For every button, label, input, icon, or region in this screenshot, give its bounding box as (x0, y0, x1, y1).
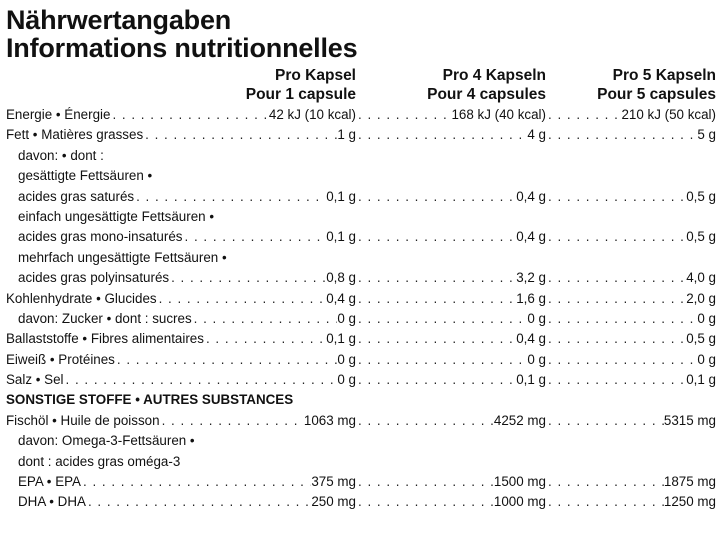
cell-value-per-4-capsules (356, 125, 546, 145)
cell-label-and-value-1 (6, 411, 356, 431)
row-label: acides gras mono-insaturés (18, 229, 183, 245)
value-per-4-capsules: 1500 mg (493, 474, 546, 490)
dot-leader (183, 227, 327, 247)
cell-value-per-5-capsules (546, 370, 716, 390)
table-row (6, 452, 716, 472)
cell-label-and-value-1 (6, 350, 356, 370)
table-row (6, 329, 716, 349)
value-per-1-capsule: 1063 mg (303, 412, 356, 428)
cell-value-per-5-capsules (546, 309, 716, 329)
dot-leader (546, 268, 686, 288)
column-header-line-de: Pro 5 Kapseln (612, 67, 716, 84)
row-label: Fett • Matières grasses (6, 127, 144, 143)
dot-leader (546, 492, 664, 512)
dot-leader (356, 350, 527, 370)
table-row (6, 248, 716, 268)
value-per-5-capsules: 0 g (697, 351, 716, 367)
table-row (6, 166, 716, 186)
cell-value-per-5-capsules (546, 187, 716, 207)
table-row (6, 207, 716, 227)
cell-value-per-4-capsules (356, 329, 546, 349)
dot-leader (110, 105, 268, 125)
cell-value-per-4-capsules (356, 187, 546, 207)
cell-value-per-4-capsules (356, 411, 546, 431)
nutrition-table (6, 105, 716, 513)
dot-leader (546, 309, 697, 329)
value-per-4-capsules: 0 g (527, 310, 546, 326)
value-per-5-capsules: 4,0 g (686, 270, 716, 286)
title-german: Nährwertangaben (6, 5, 232, 35)
cell-value-per-4-capsules (356, 309, 546, 329)
dot-leader (86, 492, 311, 512)
dot-leader (356, 289, 516, 309)
cell-value-per-4-capsules (356, 289, 546, 309)
dot-leader (356, 227, 516, 247)
cell-label-and-value-1 (6, 309, 356, 329)
cell-value-per-5-capsules (546, 492, 716, 512)
value-per-5-capsules: 5315 mg (663, 412, 716, 428)
dot-leader (546, 105, 621, 125)
value-per-1-capsule: 0 g (337, 351, 356, 367)
value-per-4-capsules: 1000 mg (493, 494, 546, 510)
cell-value-per-5-capsules (546, 472, 716, 492)
table-row (6, 146, 716, 166)
dot-leader (356, 125, 527, 145)
value-per-5-capsules: 210 kJ (50 kcal) (621, 107, 716, 122)
section-heading (6, 390, 716, 410)
cell-value-per-5-capsules (546, 105, 716, 125)
value-per-5-capsules: 5 g (697, 127, 716, 143)
dot-leader (356, 309, 527, 329)
cell-label-and-value-1 (6, 187, 356, 207)
table-row (6, 268, 716, 288)
dot-leader (160, 411, 304, 431)
dot-leader (204, 329, 326, 349)
value-per-5-capsules: 2,0 g (686, 290, 716, 306)
value-per-1-capsule: 1 g (337, 127, 356, 143)
dot-leader (169, 268, 326, 288)
dot-leader (546, 187, 686, 207)
value-per-4-capsules: 0,4 g (516, 188, 546, 204)
dot-leader (134, 187, 326, 207)
table-row (6, 289, 716, 309)
dot-leader (64, 370, 338, 390)
cell-label-and-value-1 (6, 492, 356, 512)
value-per-5-capsules: 1875 mg (663, 474, 716, 490)
value-per-1-capsule: 375 mg (311, 474, 356, 490)
row-label: einfach ungesättigte Fettsäuren • (18, 208, 215, 224)
row-label: EPA • EPA (18, 474, 81, 490)
title-french: Informations nutritionnelles (6, 33, 358, 63)
cell-label-and-value-1 (6, 329, 356, 349)
table-row (6, 370, 716, 390)
table-row (6, 309, 716, 329)
dot-leader (546, 227, 686, 247)
row-label: DHA • DHA (18, 494, 86, 510)
table-row (6, 350, 716, 370)
dot-leader (356, 329, 516, 349)
dot-leader (546, 329, 686, 349)
value-per-4-capsules: 4252 mg (493, 412, 546, 428)
column-header-line-fr: Pour 4 capsules (427, 86, 546, 103)
cell-label-and-value-1 (6, 452, 356, 472)
dot-leader (115, 350, 337, 370)
cell-label-and-value-1 (6, 390, 356, 410)
dot-leader (546, 350, 697, 370)
value-per-1-capsule: 0,4 g (326, 290, 356, 306)
value-per-1-capsule: 0,1 g (326, 188, 356, 204)
cell-value-per-4-capsules (356, 492, 546, 512)
dot-leader (546, 370, 686, 390)
value-per-4-capsules: 3,2 g (516, 270, 546, 286)
dot-leader (546, 125, 697, 145)
row-label: Eiweiß • Protéines (6, 351, 115, 367)
table-row (6, 492, 716, 512)
row-label: gesättigte Fettsäuren • (18, 168, 153, 184)
dot-leader (192, 309, 338, 329)
cell-value-per-5-capsules (546, 350, 716, 370)
row-label: davon: Zucker • dont : sucres (18, 310, 192, 326)
cell-value-per-5-capsules (546, 125, 716, 145)
value-per-1-capsule: 0 g (337, 372, 356, 388)
row-label: acides gras polyinsaturés (18, 270, 170, 286)
cell-label-and-value-1 (6, 105, 356, 125)
row-label: Energie • Énergie (6, 107, 111, 122)
dot-leader (356, 472, 494, 492)
value-per-1-capsule: 0,8 g (326, 270, 356, 286)
row-label: davon: • dont : (18, 147, 104, 163)
dot-leader (356, 268, 516, 288)
cell-label-and-value-1 (6, 125, 356, 145)
column-header-line-fr: Pour 1 capsule (245, 86, 356, 103)
table-row (6, 472, 716, 492)
cell-label-and-value-1 (6, 289, 356, 309)
cell-label-and-value-1 (6, 370, 356, 390)
cell-value-per-4-capsules (356, 105, 546, 125)
cell-value-per-5-capsules (546, 289, 716, 309)
dot-leader (356, 492, 494, 512)
row-label: dont : acides gras oméga-3 (18, 453, 181, 469)
row-label: Kohlenhydrate • Glucides (6, 290, 157, 306)
cell-value-per-4-capsules (356, 370, 546, 390)
dot-leader (81, 472, 311, 492)
value-per-4-capsules: 0,1 g (516, 372, 546, 388)
value-per-5-capsules: 0 g (697, 310, 716, 326)
row-label: davon: Omega-3-Fettsäuren • (18, 433, 195, 449)
value-per-1-capsule: 42 kJ (10 kcal) (268, 107, 356, 122)
cell-label-and-value-1 (6, 268, 356, 288)
table-row (6, 227, 716, 247)
dot-leader (356, 370, 516, 390)
dot-leader (546, 411, 664, 431)
dot-leader (356, 105, 451, 125)
row-label: Salz • Sel (6, 372, 64, 388)
table-row (6, 125, 716, 145)
value-per-5-capsules: 0,5 g (686, 229, 716, 245)
value-per-1-capsule: 0,1 g (326, 229, 356, 245)
table-row (6, 431, 716, 451)
row-label: acides gras saturés (18, 188, 135, 204)
value-per-4-capsules: 1,6 g (516, 290, 546, 306)
value-per-5-capsules: 0,1 g (686, 372, 716, 388)
value-per-1-capsule: 0 g (337, 310, 356, 326)
cell-value-per-4-capsules (356, 350, 546, 370)
table-row (6, 187, 716, 207)
cell-value-per-4-capsules (356, 472, 546, 492)
value-per-5-capsules: 0,5 g (686, 188, 716, 204)
cell-label-and-value-1 (6, 166, 356, 186)
value-per-4-capsules: 0,4 g (516, 229, 546, 245)
cell-value-per-5-capsules (546, 268, 716, 288)
row-label: Ballaststoffe • Fibres alimentaires (6, 331, 204, 347)
cell-label-and-value-1 (6, 472, 356, 492)
value-per-4-capsules: 4 g (527, 127, 546, 143)
cell-value-per-4-capsules (356, 227, 546, 247)
table-row (6, 105, 716, 125)
cell-value-per-5-capsules (546, 329, 716, 349)
cell-label-and-value-1 (6, 146, 356, 166)
row-label: Fischöl • Huile de poisson (6, 412, 160, 428)
value-per-4-capsules: 0 g (527, 351, 546, 367)
column-header-line-de: Pro Kapsel (275, 67, 356, 84)
value-per-1-capsule: 0,1 g (326, 331, 356, 347)
dot-leader (546, 289, 686, 309)
dot-leader (356, 411, 494, 431)
dot-leader (143, 125, 337, 145)
row-label: SONSTIGE STOFFE • AUTRES SUBSTANCES (6, 392, 294, 408)
dot-leader (157, 289, 327, 309)
row-label: mehrfach ungesättigte Fettsäuren • (18, 249, 227, 265)
cell-label-and-value-1 (6, 227, 356, 247)
value-per-4-capsules: 0,4 g (516, 331, 546, 347)
cell-label-and-value-1 (6, 248, 356, 268)
column-header-line-de: Pro 4 Kapseln (442, 67, 546, 84)
table-row (6, 411, 716, 431)
dot-leader (546, 472, 664, 492)
cell-value-per-5-capsules (546, 227, 716, 247)
column-header-1-capsule (246, 66, 356, 104)
value-per-4-capsules: 168 kJ (40 kcal) (451, 107, 546, 122)
cell-label-and-value-1 (6, 207, 356, 227)
column-header-4-capsules (427, 66, 546, 104)
dot-leader (356, 187, 516, 207)
value-per-1-capsule: 250 mg (311, 494, 356, 510)
cell-label-and-value-1 (6, 431, 356, 451)
value-per-5-capsules: 1250 mg (663, 494, 716, 510)
column-header-line-fr: Pour 5 capsules (597, 86, 716, 103)
value-per-5-capsules: 0,5 g (686, 331, 716, 347)
cell-value-per-4-capsules (356, 268, 546, 288)
cell-value-per-5-capsules (546, 411, 716, 431)
column-header-5-capsules (597, 66, 716, 104)
